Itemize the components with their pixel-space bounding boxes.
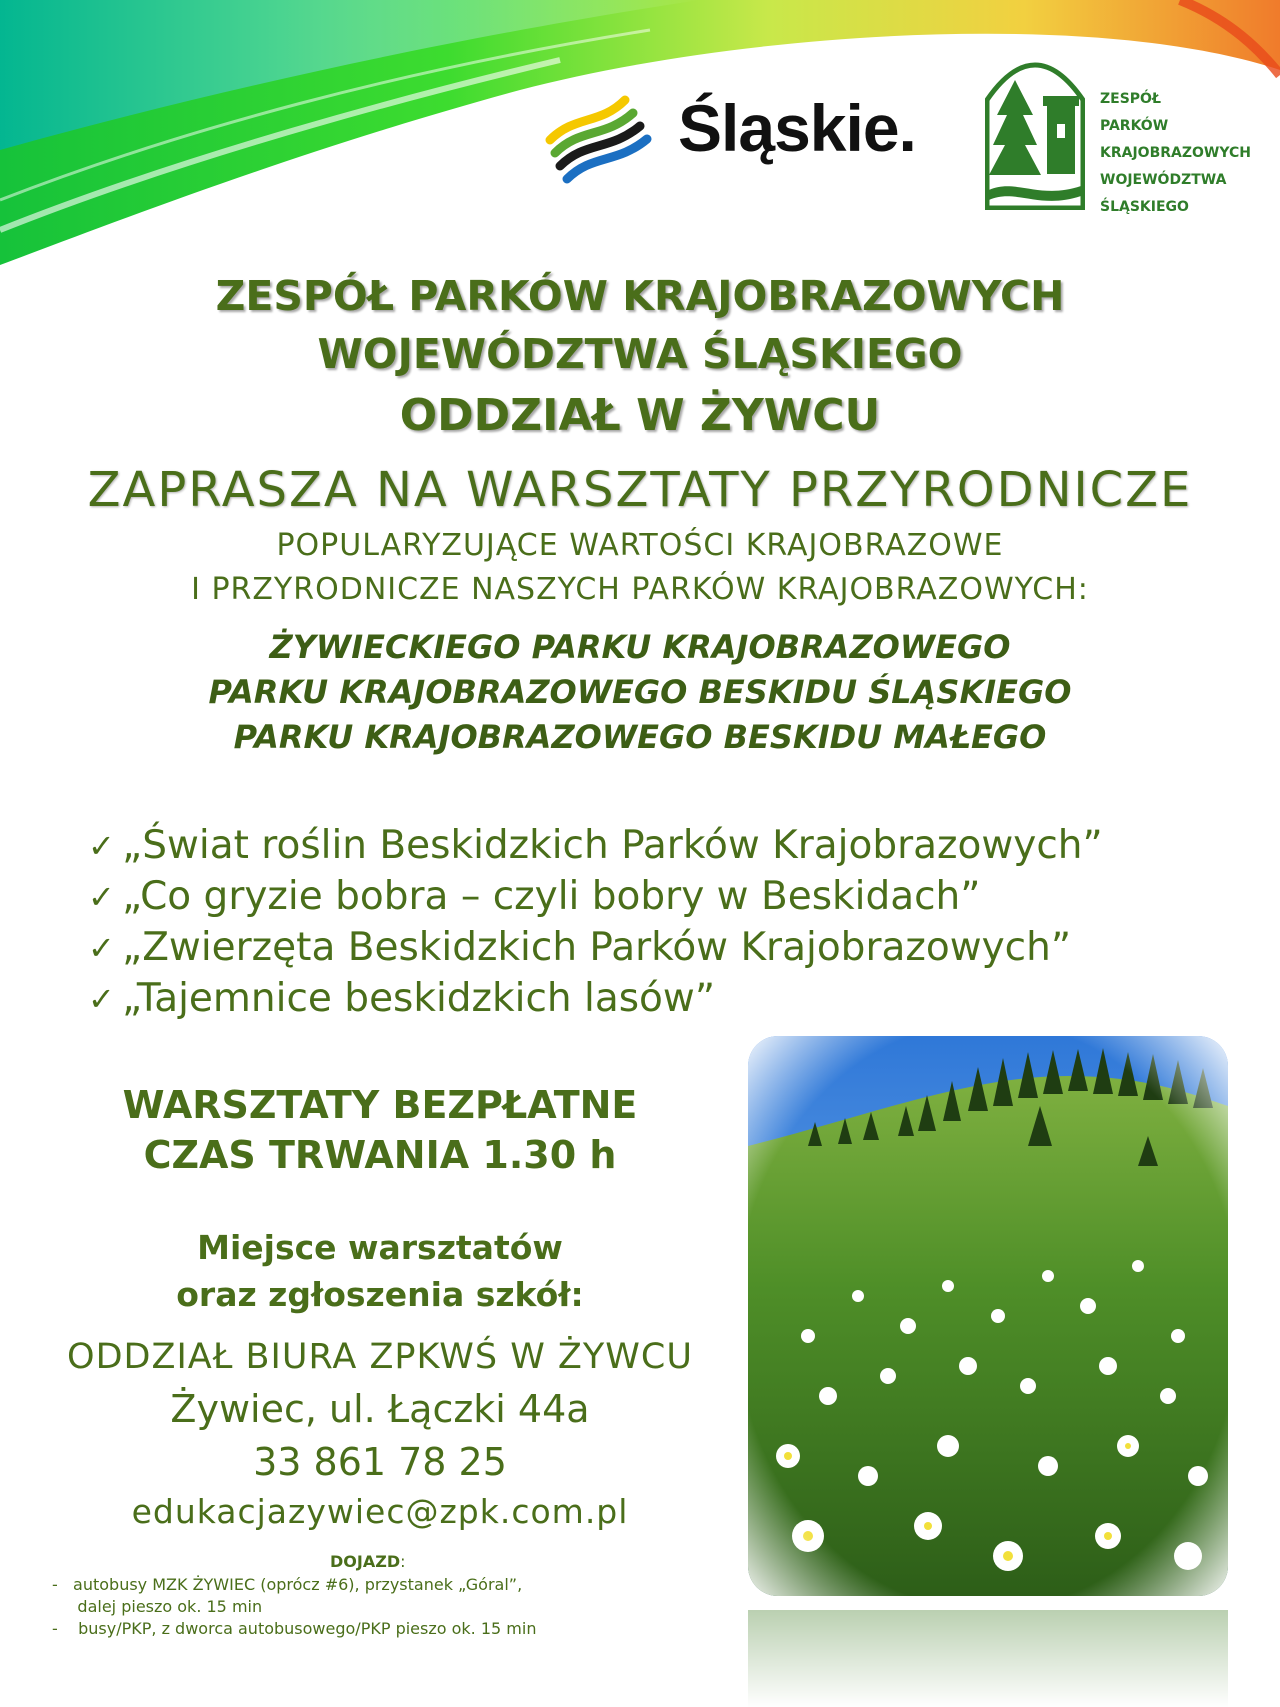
zpk-line: WOJEWÓDZTWA xyxy=(1100,172,1227,188)
workshop-title: „Zwierzęta Beskidzkich Parków Krajobrazowych” xyxy=(122,925,1072,970)
zpk-logo-text xyxy=(1100,86,1251,221)
park-name: ŻYWIECKIEGO PARKU KRAJOBRAZOWEGO xyxy=(269,628,1011,666)
check-icon: ✓ xyxy=(88,979,115,1018)
slaskie-logo-icon xyxy=(545,85,655,185)
dojazd-title: DOJAZD xyxy=(330,1552,401,1571)
zpk-line: ZESPÓŁ xyxy=(1100,91,1161,107)
workshop-title: „Co gryzie bobra – czyli bobry w Beskidach” xyxy=(122,874,981,919)
duration-label: CZAS TRWANIA 1.30 h xyxy=(143,1133,617,1177)
zpk-line: ŚLĄSKIEGO xyxy=(1100,199,1189,215)
workshop-title: „Świat roślin Beskidzkich Parków Krajobrazowych” xyxy=(122,823,1103,868)
workshop-item xyxy=(88,871,1103,922)
intro-line-1: POPULARYZUJĄCE WARTOŚCI KRAJOBRAZOWE xyxy=(276,528,1004,563)
phone: 33 861 78 25 xyxy=(253,1440,507,1484)
workshop-title: „Tajemnice beskidzkich lasów” xyxy=(122,976,716,1021)
slaskie-logo-text: Śląskie. xyxy=(678,91,916,165)
check-icon: ✓ xyxy=(88,877,115,916)
check-icon: ✓ xyxy=(88,928,115,967)
workshop-item xyxy=(88,820,1103,871)
office-name: ODDZIAŁ BIURA ZPKWŚ W ŻYWCU xyxy=(67,1337,693,1377)
park-name: PARKU KRAJOBRAZOWEGO BESKIDU MAŁEGO xyxy=(233,718,1047,756)
workshop-item xyxy=(88,973,1103,1024)
meadow-photo xyxy=(748,1036,1228,1596)
park-name: PARKU KRAJOBRAZOWEGO BESKIDU ŚLĄSKIEGO xyxy=(208,673,1072,711)
check-icon: ✓ xyxy=(88,826,115,865)
place-heading-1: Miejsce warsztatów xyxy=(197,1228,563,1267)
workshop-list xyxy=(88,820,1103,1024)
zpk-logo-icon xyxy=(985,40,1085,210)
dojazd-line: - autobusy MZK ŻYWIEC (oprócz #6), przystanek „Góral”, xyxy=(52,1575,523,1594)
zpk-line: PARKÓW xyxy=(1100,118,1169,134)
photo-reflection xyxy=(748,1610,1228,1707)
address: Żywiec, ul. Łączki 44a xyxy=(170,1387,590,1431)
workshop-item xyxy=(88,922,1103,973)
dojazd-colon: : xyxy=(400,1552,406,1571)
free-label: WARSZTATY BEZPŁATNE xyxy=(122,1083,638,1127)
dojazd-heading xyxy=(330,1552,406,1571)
dojazd-list xyxy=(52,1574,536,1640)
title-line-2: WOJEWÓDZTWA ŚLĄSKIEGO xyxy=(317,330,963,378)
place-heading-2: oraz zgłoszenia szkół: xyxy=(176,1275,584,1314)
dojazd-line: - busy/PKP, z dworca autobusowego/PKP pieszo ok. 15 min xyxy=(52,1619,537,1638)
subtitle: ZAPRASZA NA WARSZTATY PRZYRODNICZE xyxy=(87,462,1193,518)
title-line-3: ODDZIAŁ W ŻYWCU xyxy=(399,390,881,441)
zpk-line: KRAJOBRAZOWYCH xyxy=(1100,145,1251,161)
title-line-1: ZESPÓŁ PARKÓW KRAJOBRAZOWYCH xyxy=(215,272,1065,320)
email: edukacjazywiec@zpk.com.pl xyxy=(131,1492,629,1531)
dojazd-line: dalej pieszo ok. 15 min xyxy=(52,1597,263,1616)
intro-line-2: I PRZYRODNICZE NASZYCH PARKÓW KRAJOBRAZOWYCH: xyxy=(191,572,1089,607)
